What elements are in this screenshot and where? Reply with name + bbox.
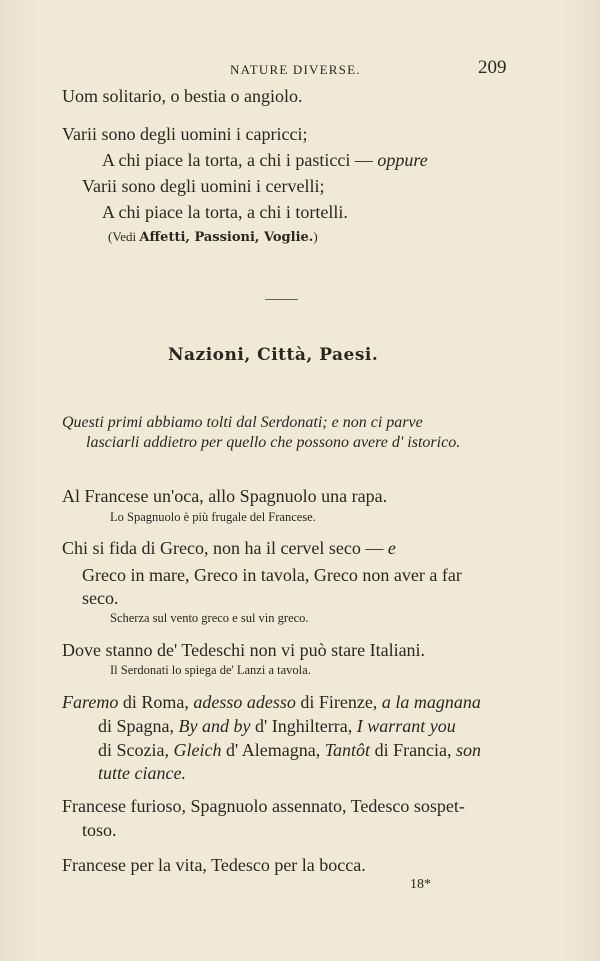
italic-phrase: son — [456, 740, 482, 760]
dash: — — [350, 150, 378, 170]
italic-phrase: a la magnana — [381, 692, 481, 712]
cross-reference — [108, 229, 318, 245]
proverb: Francese furioso, Spagnuolo assennato, Tedesco sospet- — [62, 796, 465, 816]
text-line: Uom solitario, o bestia o angiolo. — [62, 86, 303, 106]
section-divider — [265, 299, 298, 300]
intro-line: Questi primi abbiamo tolti dal Serdonati; e non ci parve — [62, 414, 423, 431]
ref-bold: Affetti, Passioni, Voglie. — [139, 230, 314, 245]
proverb: Dove stanno de' Tedeschi non vi può stare Italiani. — [62, 640, 426, 660]
intro-line: lasciarli addietro per quello che possono avere d' istorico. — [86, 434, 461, 451]
signature-mark: 18* — [410, 877, 431, 892]
text-line: Varii sono degli uomini i cervelli; — [82, 176, 325, 196]
italic-phrase: Tantôt — [324, 740, 371, 760]
text-span: di Scozia, — [98, 740, 174, 760]
italic-phrase: adesso adesso — [193, 692, 296, 712]
page-number: 209 — [478, 57, 507, 78]
italic-word: oppure — [377, 150, 428, 170]
italic-phrase: I warrant you — [356, 716, 456, 736]
proverb-continuation — [98, 716, 456, 737]
text-line: A chi piace la torta, a chi i tortelli. — [102, 202, 348, 222]
proverb: Francese per la vita, Tedesco per la bocca. — [62, 855, 366, 875]
proverb-continuation: Greco in mare, Greco in tavola, Greco non aver a far — [82, 565, 462, 585]
ref-prefix: (Vedi — [108, 229, 140, 244]
text-span: Chi si fida di Greco, non ha il cervel seco — [62, 538, 361, 558]
dash: — — [360, 538, 388, 558]
proverb-note: Il Serdonati lo spiega de' Lanzi a tavola. — [110, 663, 311, 677]
text-line — [102, 150, 428, 171]
text-span: d' Alemagna, — [221, 740, 325, 760]
proverb-note: Scherza sul vento greco e sul vin greco. — [110, 611, 309, 625]
text-span: di Firenze, — [295, 692, 382, 712]
text-span: di Francia, — [370, 740, 457, 760]
proverb — [62, 692, 481, 713]
italic-phrase: Gleich — [173, 740, 222, 760]
text-line: Varii sono degli uomini i capricci; — [62, 124, 308, 144]
text-span: d' Inghilterra, — [250, 716, 357, 736]
italic-word: e — [387, 538, 396, 558]
proverb: Al Francese un'oca, allo Spagnuolo una rapa. — [62, 486, 388, 506]
section-heading: Nazioni, Città, Paesi. — [168, 345, 379, 365]
text-span: di Spagna, — [98, 716, 179, 736]
proverb-note: Lo Spagnuolo è più frugale del Francese. — [110, 510, 316, 524]
ref-suffix: ) — [313, 229, 318, 244]
proverb-continuation — [98, 740, 481, 761]
italic-phrase: By and by — [178, 716, 251, 736]
proverb-continuation: seco. — [82, 588, 119, 608]
proverb-continuation: toso. — [82, 820, 117, 840]
text-span: di Roma, — [118, 692, 194, 712]
text-span: A chi piace la torta, a chi i pasticci — [102, 150, 351, 170]
running-title: NATURE DIVERSE. — [230, 62, 361, 77]
italic-phrase: Faremo — [62, 692, 119, 712]
proverb-continuation: tutte ciance. — [98, 763, 186, 783]
proverb — [62, 538, 396, 559]
